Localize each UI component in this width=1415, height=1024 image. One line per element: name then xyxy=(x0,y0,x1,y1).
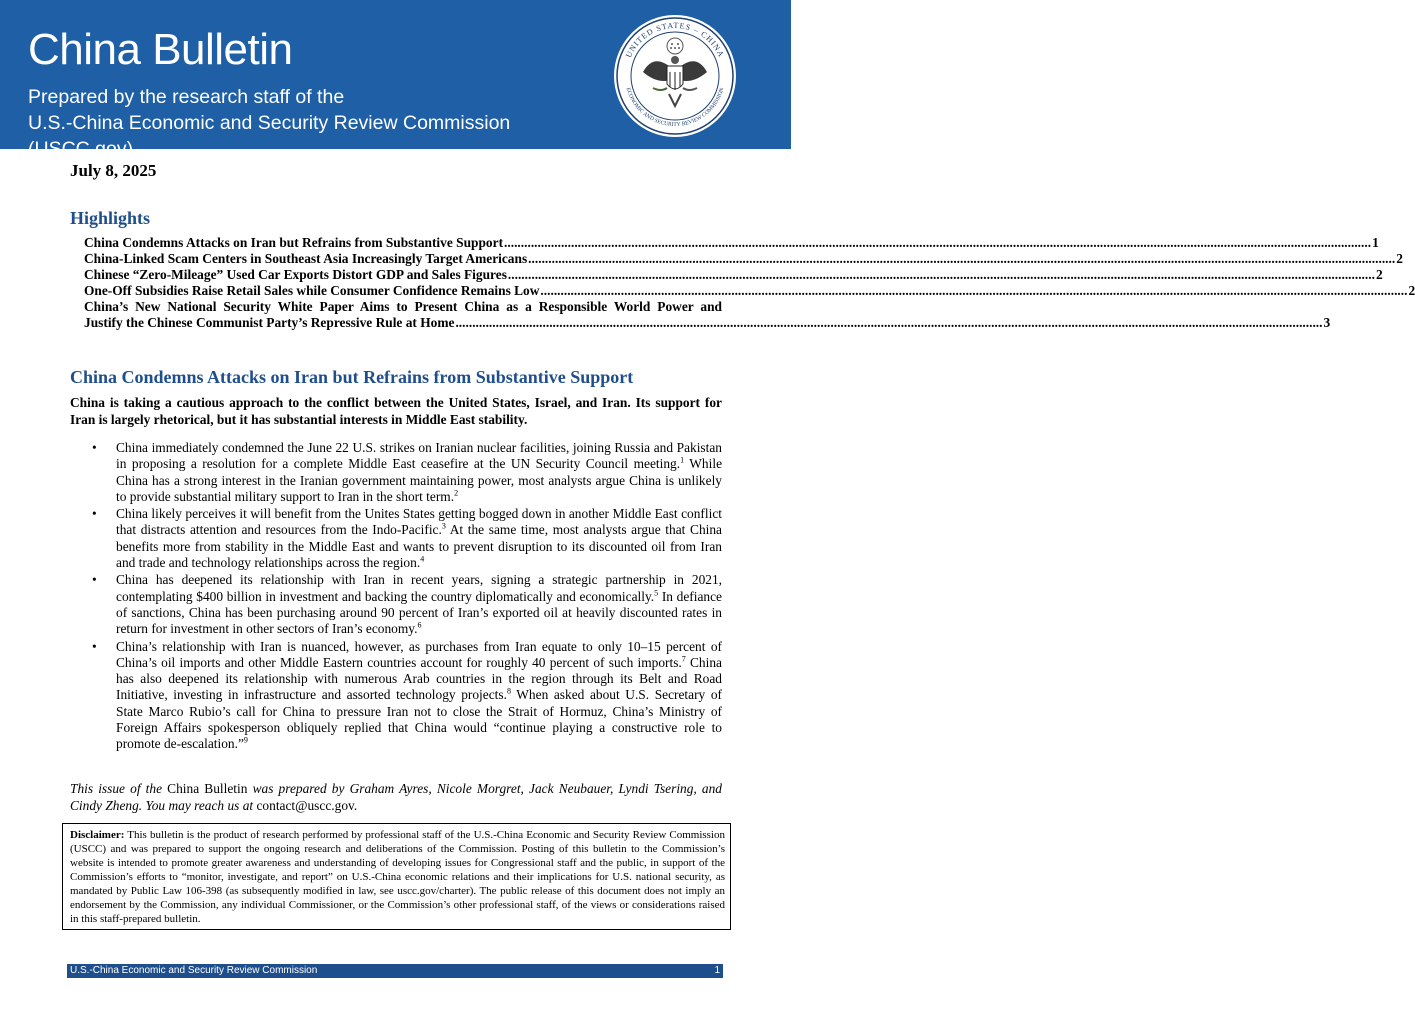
footnote-ref[interactable]: 1 xyxy=(680,455,685,465)
toc-leader xyxy=(504,235,1371,251)
bulletin-name: China Bulletin xyxy=(167,781,248,796)
toc-link-white-paper[interactable] xyxy=(84,299,1331,331)
toc-leader xyxy=(455,315,1322,331)
bullet-icon: • xyxy=(92,440,97,455)
bullet-icon: • xyxy=(92,572,97,588)
toc-title: China Condemns Attacks on Iran but Refrains from Substantive Support xyxy=(84,235,504,250)
toc-page-number: 1 xyxy=(1372,235,1379,250)
bullet-item: • China’s relationship with Iran is nuanced, however, as purchases from Iran equate to only 10–15 percent of China’s oil imports and other Middle Eastern countries account for roughly 40 percent of such imports.$^7$ China has also deepened its relationship with numerous Arab countries in the region through its Belt and Road Initiative, investing in infrastructure and assorted technology projects.$^8$ When asked about U.S. Secretary of State Marco Rubio’s call for China to pressure Iran not to close the Strait of Hormuz, China’s Ministry of Foreign Affairs spokesperson obliquely replied that China would “continue playing a constructive role to promote de-escalation.”$^9$ xyxy=(92,638,722,752)
bullet-icon: • xyxy=(92,638,97,654)
footnote-ref[interactable]: 5 xyxy=(654,588,659,598)
subtitle-line-2: U.S.-China Economic and Security Review Commission (USCC.gov) xyxy=(28,112,511,160)
disclaimer-label: Disclaimer: xyxy=(70,829,125,841)
toc-link-zero-mileage[interactable] xyxy=(84,267,1383,283)
footer-org: U.S.-China Economic and Security Review Commission xyxy=(70,965,318,976)
section-title: China Condemns Attacks on Iran but Refrains from Substantive Support xyxy=(70,367,634,387)
toc-link-scam-centers[interactable] xyxy=(84,251,1403,267)
bullet-item: • China immediately condemned the June 22 U.S. strikes on Iranian nuclear facilities, joining Russia and Pakistan in proposing a resolution for a complete Middle East ceasefire at the UN Security Council meeting.$^1$ While China has a strong interest in the Iranian government maintaining power, most analysts argue China is unlikely to provide substantial military support to Iran in the short term.$^2$ xyxy=(92,440,723,504)
toc-title-line-1: China’s New National Security White Paper Aims to Present China as a Responsible World Power and xyxy=(84,299,722,314)
footer-page-number: 1 xyxy=(714,965,720,976)
bullet-icon: • xyxy=(92,506,97,522)
toc-page-number: 2 xyxy=(1375,267,1383,282)
disclaimer-box xyxy=(62,823,731,930)
toc-title: One-Off Subsidies Raise Retail Sales while Consumer Confidence Remains Low xyxy=(84,283,540,298)
bulletin-subtitle xyxy=(28,84,588,162)
footnote-ref[interactable]: 4 xyxy=(420,554,425,564)
bullet-item: • China has deepened its relationship with Iran in recent years, signing a strategic partnership in 2021, contemplating $400 billion in investment and backing the country diplomatically and economically.$^5$ In defiance of sanctions, China has been purchasing around 90 percent of Iran’s exported oil at heavily discounted rates in return for investment in other sectors of Iran’s economy.$^6$ xyxy=(92,572,722,637)
bulletin-date: July 8, 2025 xyxy=(70,161,157,180)
toc-leader xyxy=(508,267,1375,283)
eagle-seal-icon xyxy=(613,14,737,138)
toc-title: China-Linked Scam Centers in Southeast Asia Increasingly Target Americans xyxy=(84,251,528,266)
toc-link-subsidies[interactable] xyxy=(84,283,1415,299)
toc-page-number: 3 xyxy=(1323,315,1331,330)
contact-email-link[interactable]: contact@uscc.gov xyxy=(256,798,354,813)
toc-leader xyxy=(528,251,1395,267)
section-lead: China is taking a cautious approach to the conflict between the United States, Israel, and Iran. Its support for Iran is largely rhetorical, but it has substantial interests in Middle East stability. xyxy=(70,395,722,427)
footnote-ref[interactable]: 7 xyxy=(681,654,686,664)
toc-page-number: 2 xyxy=(1396,251,1403,266)
toc-leader xyxy=(540,283,1407,299)
toc-title-line-2: Justify the Chinese Communist Party’s Repressive Rule at Home xyxy=(84,315,455,330)
bulletin-title: China Bulletin xyxy=(28,25,293,74)
toc-title-line-2-row xyxy=(84,315,1331,331)
bulletin-header xyxy=(0,0,791,160)
footnote-ref[interactable]: 2 xyxy=(454,488,459,498)
highlights-toc xyxy=(84,235,1415,331)
svg-text:ECONOMIC AND SECURITY REVIEW C: ECONOMIC AND SECURITY REVIEW COMMISSION xyxy=(624,87,726,129)
page-footer xyxy=(67,964,723,978)
svg-text:UNITED STATES – CHINA: UNITED STATES – CHINA xyxy=(624,20,726,59)
disclaimer-text: This bulletin is the product of research performed by professional staff of the U.S.-China Economic and Security Review Commission (USCC) and was prepared to support the ongoing research and deliberations of the Commission. Posting of this bulletin to the Commission’s website is intended to promote greater awareness and understanding of developing issues for Congressional staff and the public, in support of the Commission’s efforts to “monitor, investigate, and report” on U.S.-China economic relations and their implications for U.S. national security, as mandated by Public Law 106-398 (as subsequently modified in law, see uscc.gov/charter). The public release of this document does not imply an endorsement by the Commission, any individual Commissioner, or the Commission’s other professional staff, of the views or considerations raised in this staff-prepared bulletin. xyxy=(70,829,725,925)
bullet-list xyxy=(92,440,722,753)
credits-note: This issue of the China Bulletin was prepared by Graham Ayres, Nicole Morgret, Jack Neubauer, Lyndi Tsering, and Cindy Zheng. You may reach us at contact@uscc.gov. xyxy=(70,781,723,813)
uscc-seal-logo xyxy=(613,14,737,138)
footnote-ref[interactable]: 3 xyxy=(441,522,446,532)
footnote-ref[interactable]: 6 xyxy=(417,620,422,630)
toc-page-number: 2 xyxy=(1408,283,1415,298)
bullet-item: • China likely perceives it will benefit from the Unites States getting bogged down in another Middle East conflict that distracts attention and resources from the Indo-Pacific.$^3$ At the same time, most analysts argue that China benefits more from stability in the Middle East and wants to prevent disruption to its discounted oil from Iran and trade and technology relationships across the region.$^4$ xyxy=(92,506,722,571)
toc-title: Chinese “Zero-Mileage” Used Car Exports Distort GDP and Sales Figures xyxy=(84,267,507,282)
footnote-ref[interactable]: 9 xyxy=(243,735,248,745)
toc-link-iran[interactable] xyxy=(84,235,1379,251)
subtitle-line-1: Prepared by the research staff of the xyxy=(28,86,345,108)
footnote-ref[interactable]: 8 xyxy=(506,686,511,696)
highlights-heading: Highlights xyxy=(70,208,151,228)
